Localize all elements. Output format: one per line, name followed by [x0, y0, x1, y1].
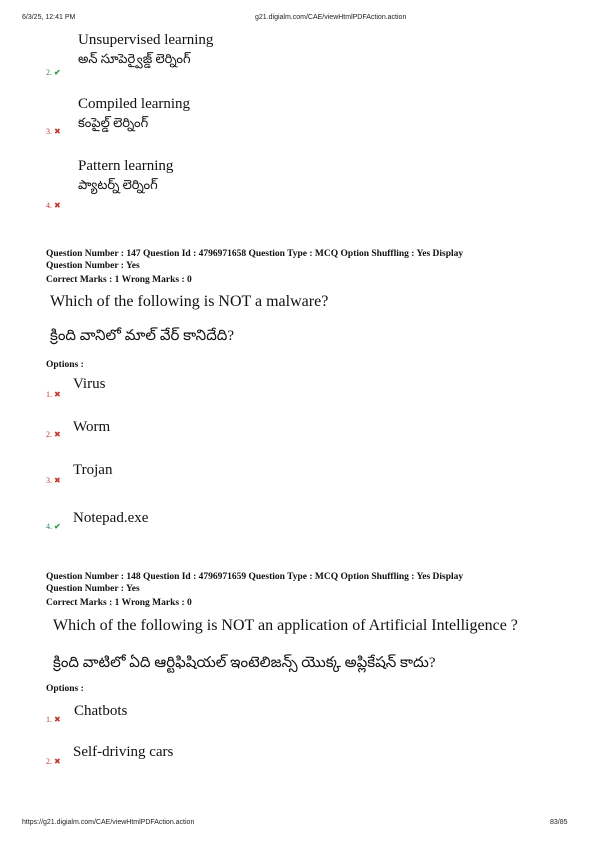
option-text-te: అన్ సూపెర్వైజ్డ్ లెర్నింగ్ — [78, 51, 191, 66]
cross-icon: ✖ — [54, 201, 61, 210]
option-number: 4. ✔ — [46, 522, 61, 531]
option-number: 3. ✖ — [46, 127, 61, 136]
marks-line: Correct Marks : 1 Wrong Marks : 0 — [46, 598, 192, 608]
option-text: Notepad.exe — [73, 510, 149, 526]
option-number: 3. ✖ — [46, 476, 61, 485]
meta-line-1: Question Number : 147 Question Id : 4796971658 Question Type : MCQ Option Shuffling : Yes Display — [46, 249, 464, 259]
question-147-text-te: క్రింది వానిలో మాల్ వేర్ కానిదేది? — [50, 328, 235, 344]
question-147-meta — [46, 248, 463, 286]
option-number: 2. ✔ — [46, 68, 61, 77]
options-label: Options : — [46, 684, 84, 694]
option-text-te: ప్యాటర్న్ లెర్నింగ్ — [78, 177, 158, 192]
cross-icon: ✖ — [54, 757, 61, 766]
options-label: Options : — [46, 360, 84, 370]
option-number: 1. ✖ — [46, 715, 61, 724]
print-url-header: g21.digialm.com/CAE/viewHtmlPDFAction.action — [255, 14, 407, 21]
option-text: Virus — [73, 376, 106, 392]
question-148-text-te: క్రింది వాటిలో ఏది ఆర్టిఫిషియల్ ఇంటెలిజన్స్ యొక్క అప్లికేషన్ కాదు? — [53, 655, 436, 671]
question-148-text-en: Which of the following is NOT an application of Artificial Intelligence ? — [53, 617, 518, 634]
option-text: Worm — [73, 419, 111, 435]
option-number: 2. ✖ — [46, 757, 61, 766]
cross-icon: ✖ — [54, 390, 61, 399]
cross-icon: ✖ — [54, 715, 61, 724]
option-text: Self-driving cars — [73, 744, 174, 760]
question-147-text-en: Which of the following is NOT a malware? — [50, 293, 329, 310]
option-text: Trojan — [73, 462, 113, 478]
check-icon: ✔ — [54, 522, 61, 531]
option-text: Chatbots — [74, 703, 128, 719]
meta-line-2: Question Number : Yes — [46, 584, 140, 594]
option-text-en: Pattern learning — [78, 158, 174, 174]
marks-line: Correct Marks : 1 Wrong Marks : 0 — [46, 275, 192, 285]
meta-line-1: Question Number : 148 Question Id : 4796971659 Question Type : MCQ Option Shuffling : Yes Display — [46, 572, 464, 582]
option-text-te: కంపైల్డ్ లెర్నింగ్ — [78, 115, 149, 130]
cross-icon: ✖ — [54, 476, 61, 485]
option-number: 4. ✖ — [46, 201, 61, 210]
print-datetime: 6/3/25, 12:41 PM — [22, 14, 76, 21]
question-148-meta — [46, 571, 463, 609]
page-number: 83/85 — [550, 819, 568, 826]
option-number: 1. ✖ — [46, 390, 61, 399]
print-url-footer: https://g21.digialm.com/CAE/viewHtmlPDFAction.action — [22, 819, 195, 826]
check-icon: ✔ — [54, 68, 61, 77]
cross-icon: ✖ — [54, 127, 61, 136]
option-text-en: Compiled learning — [78, 96, 191, 112]
option-number: 2. ✖ — [46, 430, 61, 439]
meta-line-2: Question Number : Yes — [46, 261, 140, 271]
option-text-en: Unsupervised learning — [78, 32, 214, 48]
cross-icon: ✖ — [54, 430, 61, 439]
